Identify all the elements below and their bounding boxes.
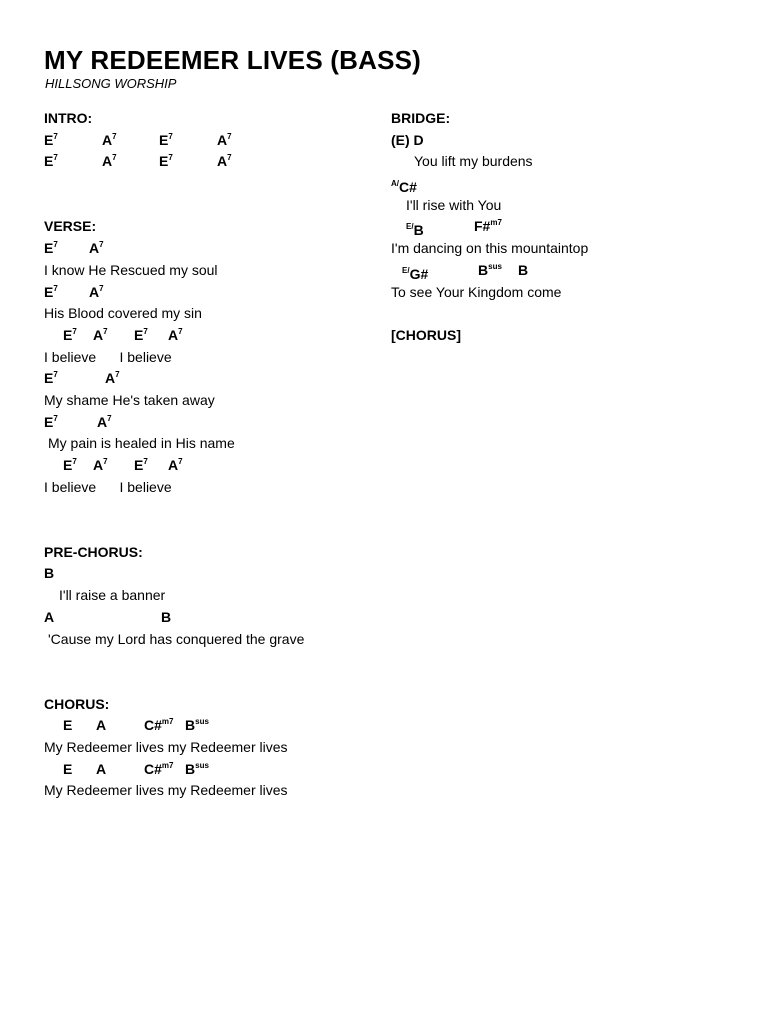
lyric-line [44, 629, 364, 651]
chord-root: E [63, 326, 73, 343]
chord [217, 130, 232, 152]
chord-extension: 7 [99, 240, 104, 250]
chord [93, 325, 108, 347]
chord-extension: 7 [103, 326, 108, 336]
section-heading: CHORUS: [44, 695, 110, 712]
lyric-text: I know He Rescued my soul [44, 261, 218, 278]
chord-extension: 7 [178, 326, 183, 336]
chord-extension: 7 [178, 457, 183, 466]
chord-extension: 7 [72, 457, 77, 466]
chord [44, 412, 58, 434]
chord-root: E [44, 370, 54, 387]
chord-slash-prefix: A/ [391, 179, 399, 189]
chord [217, 151, 232, 173]
chord [105, 368, 120, 390]
lyric-text: I'm dancing on this mountaintop [391, 240, 589, 257]
chord-line [44, 282, 364, 304]
chord-extension: 7 [53, 131, 58, 141]
chord [185, 715, 209, 737]
chord-extension: m7 [161, 760, 174, 770]
chord [159, 151, 173, 173]
chord-line [391, 130, 721, 152]
chord-extension: 7 [99, 283, 104, 293]
chord-extension: 7 [227, 153, 232, 163]
chord-root: A [105, 370, 116, 387]
chord-root: A [168, 457, 179, 473]
chord-line [44, 238, 364, 260]
lyric-text: I'll rise with You [406, 196, 502, 213]
chord-root: G# [409, 265, 429, 282]
chord [44, 607, 54, 629]
chord-root: A [102, 131, 113, 148]
lyric-line [44, 737, 364, 759]
chord-slash-prefix: E/ [402, 265, 410, 275]
section-heading: VERSE: [44, 218, 97, 235]
chord [96, 759, 106, 781]
chord [44, 563, 54, 585]
chord [144, 715, 173, 737]
chord-extension: 7 [53, 240, 58, 250]
chord-root: B [413, 222, 424, 239]
chord-root: E [44, 131, 54, 148]
blank-line [44, 672, 364, 694]
lyric-text: I believe I believe [44, 348, 172, 365]
chord-extension: sus [195, 760, 209, 770]
chord [185, 759, 209, 781]
chord-line [44, 455, 364, 477]
lyric-line [391, 238, 721, 260]
lyric-line [44, 347, 364, 369]
chord [89, 238, 104, 260]
lyric-text: I believe I believe [44, 478, 172, 495]
chord [63, 715, 72, 737]
section-heading: BRIDGE: [391, 110, 451, 126]
chord [63, 455, 77, 477]
lyric-text: His Blood covered my sin [44, 305, 202, 322]
chord-root: E [44, 240, 54, 257]
chord-extension: 7 [72, 326, 77, 336]
chord-line [44, 325, 364, 347]
chord [102, 130, 117, 152]
chord-extension: 7 [143, 326, 148, 336]
lyric-line [391, 151, 721, 173]
lyric-text: My shame He's taken away [44, 391, 215, 408]
chord-root: B [44, 565, 55, 582]
chord-extension: 7 [112, 153, 117, 163]
blank-line [44, 173, 364, 195]
chord-extension: 7 [168, 153, 173, 163]
chord-line [44, 759, 364, 781]
chord-root: A [93, 326, 104, 343]
chord-root: A [44, 608, 55, 625]
chord [134, 455, 148, 477]
chord-root: B [185, 760, 196, 777]
chord-extension: sus [488, 261, 502, 271]
chord [96, 715, 106, 737]
chord-root: A [168, 326, 179, 343]
right-column [391, 108, 721, 347]
chord [63, 759, 72, 781]
chord-root: A [217, 131, 228, 148]
chord [518, 260, 528, 282]
chord [168, 455, 183, 477]
lyric-line [44, 477, 364, 499]
lyric-line [391, 282, 721, 304]
chord-extension: 7 [112, 131, 117, 141]
chord-extension: 7 [53, 283, 58, 293]
chord-line [391, 216, 721, 238]
chord-line [44, 412, 364, 434]
lyric-line [44, 303, 364, 325]
chord-root: B [161, 608, 172, 625]
chord-root: B [185, 717, 196, 734]
lyric-text: I'll raise a banner [59, 587, 166, 604]
chord-extension: 7 [107, 413, 112, 423]
chord-root: C# [399, 179, 417, 196]
left-column [44, 108, 364, 802]
chord [102, 151, 117, 173]
chord-root: E [134, 457, 144, 473]
chord [44, 282, 58, 304]
lyric-line [44, 585, 364, 607]
chord-extension: 7 [53, 413, 58, 423]
chord-root: A [217, 153, 228, 170]
chord-extension: m7 [490, 218, 502, 228]
chord-root: C# [144, 717, 162, 734]
chord [44, 151, 58, 173]
chord-root: A [102, 153, 113, 170]
chord-root: E [44, 283, 54, 300]
lyric-line [44, 780, 364, 802]
chord-root: A [97, 413, 108, 430]
chord-line [391, 260, 721, 282]
lyric-text: My Redeemer lives my Redeemer lives [44, 738, 288, 755]
chord-extension: 7 [53, 153, 58, 163]
song-title: MY REDEEMER LIVES (BASS) [44, 45, 422, 75]
chord-root: F# [474, 218, 491, 235]
chord-line [44, 607, 364, 629]
chord-root: A [89, 283, 100, 300]
lyric-text: To see Your Kingdom come [391, 283, 562, 300]
blank-line [44, 650, 364, 672]
chord-extension: 7 [227, 131, 232, 141]
chord-root: E [44, 413, 54, 430]
chord [63, 325, 77, 347]
chord-extension: 7 [143, 457, 148, 466]
chord-extension: 7 [115, 370, 120, 380]
chord-root: E [63, 717, 73, 734]
chord-line [44, 368, 364, 390]
chord-root: A [96, 717, 107, 734]
chord-root: E [159, 131, 169, 148]
chord-root: C# [144, 760, 162, 777]
chord-slash-prefix: E/ [406, 222, 414, 232]
blank-line [44, 195, 364, 217]
section-heading: [CHORUS] [391, 326, 461, 343]
lyric-line [44, 433, 364, 455]
blank-line [44, 498, 364, 520]
section-heading: INTRO: [44, 110, 93, 126]
lyric-text: 'Cause my Lord has conquered the grave [48, 630, 305, 647]
chord [89, 282, 104, 304]
chord-line [391, 173, 721, 195]
lyric-text: My pain is healed in His name [48, 435, 235, 452]
blank-line [44, 520, 364, 542]
chord [44, 130, 58, 152]
lyric-line [44, 260, 364, 282]
lyric-text: You lift my burdens [414, 153, 533, 170]
chord-root: B [478, 261, 489, 278]
chord [159, 130, 173, 152]
chord [44, 238, 58, 260]
lyric-line [44, 390, 364, 412]
chord [144, 759, 173, 781]
chord-extension: 7 [168, 131, 173, 141]
chord [44, 368, 58, 390]
chord [391, 130, 424, 152]
chord [161, 607, 171, 629]
chord-line [44, 563, 364, 585]
chord-extension: 7 [103, 457, 108, 466]
chord-root: B [518, 261, 529, 278]
chord [93, 455, 108, 477]
section-heading: PRE-CHORUS: [44, 543, 143, 560]
lyric-text: My Redeemer lives my Redeemer lives [44, 782, 288, 799]
chord-line [44, 130, 364, 152]
chord [97, 412, 112, 434]
chord-root: A [96, 760, 107, 777]
chord [478, 260, 502, 282]
chord [134, 325, 148, 347]
chord-root: (E) D [391, 131, 424, 148]
chord-root: E [44, 153, 54, 170]
song-artist: HILLSONG WORSHIP [45, 76, 177, 91]
chord-root: E [159, 153, 169, 170]
chord-extension: 7 [53, 370, 58, 380]
chord-line [44, 715, 364, 737]
blank-line [391, 303, 721, 325]
lyric-line [391, 195, 721, 217]
chord-extension: sus [195, 717, 209, 727]
chord-root: A [89, 240, 100, 257]
chord-line [44, 151, 364, 173]
chord-root: A [93, 457, 104, 473]
chord-extension: m7 [161, 717, 174, 727]
chord [168, 325, 183, 347]
chord [474, 216, 502, 238]
chord-root: E [63, 760, 73, 777]
chord-root: E [134, 326, 144, 343]
chord-root: E [63, 457, 73, 473]
